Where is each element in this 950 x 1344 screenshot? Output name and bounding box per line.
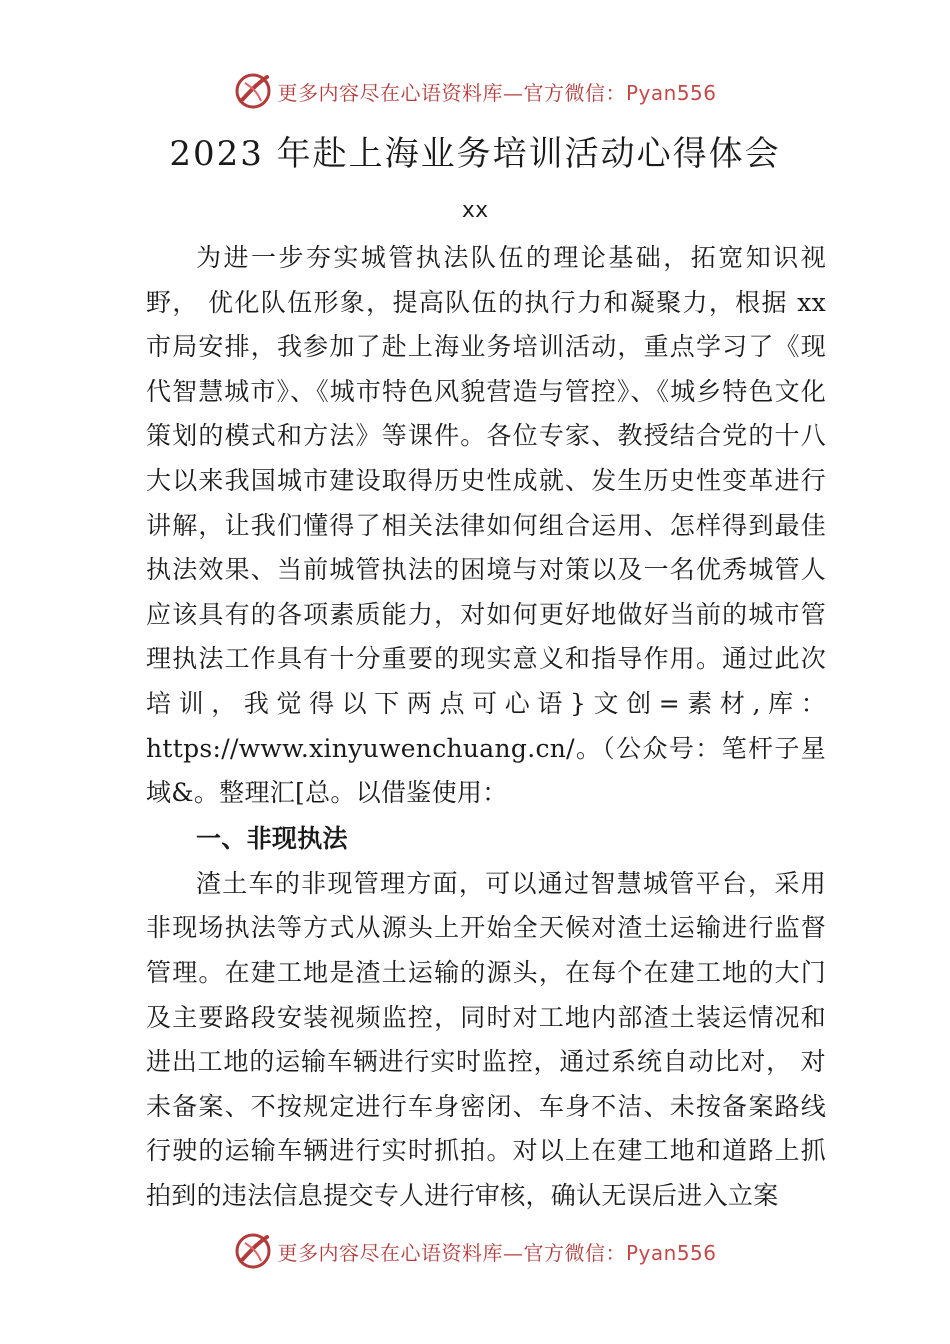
document-author: xx [461, 198, 489, 223]
watermark-banner-bottom [0, 1228, 950, 1274]
watermark-text: 更多内容尽在心语资料库—官方微信： [277, 80, 626, 105]
brush-logo-icon [233, 71, 273, 111]
document-body [146, 236, 826, 1218]
watermark-account: Pyan556 [625, 1240, 717, 1265]
document-title: 2023 年赴上海业务培训活动心得体会 [169, 134, 781, 174]
intro-paragraph: 为进一步夯实城管执法队伍的理论基础，拓宽知识视野， 优化队伍形象，提高队伍的执行力和凝聚力，根据 xx 市局安排，我参加了赴上海业务培训活动，重点学习了《现代智慧城市》、《城市特色风貌营造与管控》、《城乡特色文化策划的模式和方法》等课件。各位专家、教授结合党的十八大以来我国城市建设取得历史性成就、发生历史性变革进行讲解，让我们懂得了相关法律如何组合运用、怎样得到最佳执法效果、当前城管执法的困境与对策以及一名优秀城管人应该具有的各项素质能力，对如何更好地做好当前的城市管理执法工作具有十分重要的现实意义和指导作用。通过此次培训，我觉得以下两点可心语}文创=素材,库：https://www.xinyuwenchuang.cn/。（公众号：笔杆子星域&。整理汇[总。以借鉴使用： [146, 243, 826, 808]
section-paragraph: 渣土车的非现管理方面，可以通过智慧城管平台，采用非现场执法等方式从源头上开始全天候对渣土运输进行监督管理。在建工地是渣土运输的源头，在每个在建工地的大门及主要路段安装视频监控，同时对工地内部渣土装运情况和进出工地的运输车辆进行实时监控，通过系统自动比对， 对未备案、不按规定进行车身密闭、车身不洁、未按备案路线行驶的运输车辆进行实时抓拍。对以上在建工地和道路上抓拍到的违法信息提交专人进行审核，确认无误后进入立案 [146, 868, 826, 1210]
watermark-text: 更多内容尽在心语资料库—官方微信： [277, 1240, 626, 1265]
watermark-banner-top [0, 68, 950, 114]
section-heading: 一、非现执法 [196, 823, 348, 853]
watermark-account: Pyan556 [625, 80, 717, 105]
brush-logo-icon [233, 1231, 273, 1271]
